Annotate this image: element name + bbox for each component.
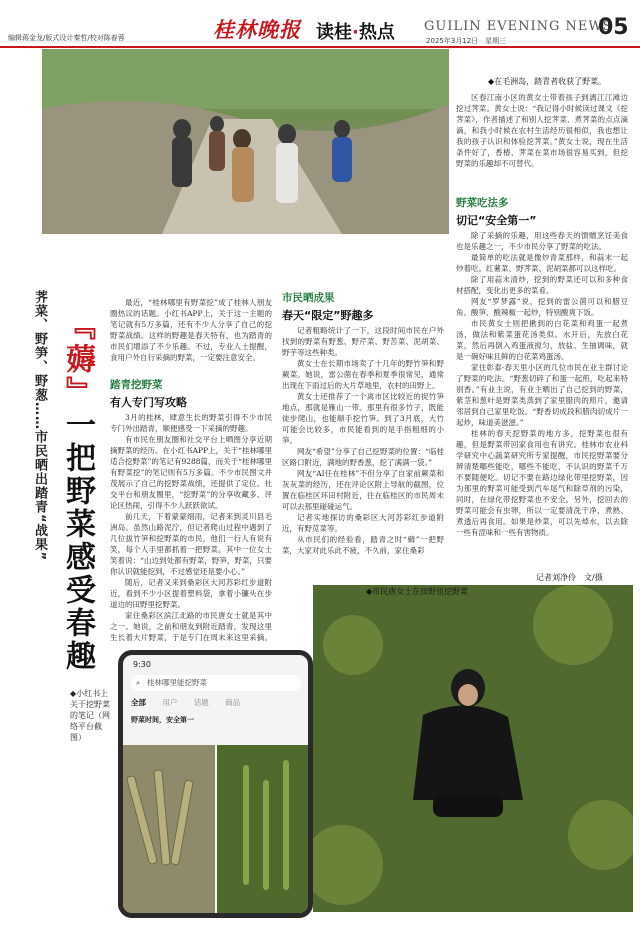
article-col-2 [110, 412, 272, 644]
paragraph: 桂林的春天挖野菜的地方多，挖野菜也很有趣，但是野菜带回家食用也有讲究。桂林市农业科学研究中心蔬菜研究所专家提醒，市民挖野菜要分辨清楚哪些能吃，哪些不能吃，不认识的野菜千万不要随便吃。切记不要在路边绿化带里挖野菜，因为那里的野菜可能受到汽车尾气和除草剂的污染，同时，在绿化带挖野菜也不安全。另外，挖回去的野菜可能会有虫卵，所以一定要清洗干净，煮熟、煮透后再食用。如果是炒菜，可以先焯水，以去除一些有涩味和一些有害物质。 [456, 429, 628, 537]
phone-tab: 全部 [131, 698, 146, 707]
article-col-4 [456, 92, 628, 190]
issue-date: 2025年3月12日 星期三 [426, 37, 507, 45]
paragraph: 从市民们的经验看，踏青之时“薅”一把野菜，大家对此乐此不疲，不久前，家住桑彩 [282, 535, 444, 555]
photo-hikers-with-wild-vegetables [42, 49, 449, 234]
phone-search-text: 桂林哪里能挖野菜 [147, 678, 207, 687]
phone-tabs [131, 697, 240, 708]
newspaper-english-name: GUILIN EVENING NEWS [424, 19, 613, 34]
phone-screenshot [118, 650, 313, 918]
subtitle-1: 有人专门写攻略 [110, 396, 187, 409]
paragraph: 网友“AI任在桂林”不但分享了自家前蕨菜和灰灰菜的经历，还在评论区附上导航的截图，位置在临桂区环田村附近，往在临桂区的市民周末可以去那里碰碰运气。 [282, 469, 444, 511]
phone-bamboo-shoots-photo [123, 745, 308, 915]
article-intro [110, 297, 272, 367]
section-separator: · [352, 22, 359, 43]
newspaper-logo: 桂林晚报 [213, 17, 301, 42]
photo-woman-digging-vegetables [313, 585, 633, 912]
editor-credits: 编辑蒋金龙/版式设计秦哲/校对陈春蓉 [8, 34, 125, 42]
phone-tab: 商品 [225, 698, 241, 707]
subheading-3: 野菜吃法多 [456, 197, 509, 209]
article-col-3 [282, 325, 444, 580]
header-rule [0, 46, 640, 48]
hikers-illustration [42, 49, 449, 234]
woman-digging-illustration [313, 585, 633, 912]
paragraph: 记者粗略统计了一下，这段时间市民在户外找到的野菜有野葱、野芹菜、野苦菜、泥胡菜、野芋等这些种类。 [282, 326, 444, 357]
section-name-a: 读桂 [316, 22, 352, 43]
subtitle-2: 春天“限定”野趣多 [282, 309, 374, 322]
page-number: 05 [598, 15, 629, 40]
search-icon: ⌕ [136, 678, 141, 687]
subheading-2: 市民晒成果 [282, 292, 335, 304]
phone-tab: 话题 [193, 698, 209, 707]
paragraph: 除了采摘的乐趣，用这些春天的馈赠烹饪美食也是乐趣之一，不少市民分享了野菜的吃法。 [456, 231, 628, 251]
headline-subtitle: 荠菜、野笋、野葱……市民晒出踏青“战果” [32, 290, 47, 562]
phone-note-title: 野菜时间，安全第一 [131, 716, 194, 724]
subtitle-3: 切记“安全第一” [456, 214, 537, 227]
paragraph: 随后，记者又来到桑彩区大河苏彩红步道附近，看到不少小区提着塑料袋，拿着小镰头在步道边的田野里挖野菜。 [110, 578, 272, 609]
headline-main [55, 310, 99, 673]
photo-bottom-caption: ◆市民唐女士在田野里挖野菜 [366, 587, 469, 596]
paragraph: 市民黄女士则把揪到的白花菜和鸡蛋一起煮汤，做法和紫菜蛋花汤类似。水开后，先放白花菜，然后再倒入鸡蛋液搅匀，放盐、生抽调味，就是一碗好味且鲜的白花菜鸡蛋汤。 [456, 319, 628, 361]
phone-caption: ◆小红书上关于挖野菜的笔记（网络平台截图） [70, 689, 110, 742]
phone-tab: 用户 [162, 698, 178, 707]
byline: 记者刘净伶 文/摄 [536, 573, 603, 582]
headline-bracket-open: 『 [60, 310, 95, 343]
paragraph: 家住桑彩区滨江北路的市民唐女士就是其中之一。她说，之前和朋友到附近踏青，发现这里生长着大片野菜，于是专门在周末来这里采摘。 [110, 611, 272, 642]
phone-clock: 9:30 [133, 660, 151, 669]
headline-bracket-close: 』 [60, 376, 95, 409]
paragraph: 黄女士还推荐了一个离市区比较近的捉竹笋地点，那就是雁山一带。那里有很多竹子，既能徒步爬山，也能顺手挖竹笋。到了3月底，大竹可能会比较多，市民能看到的是手指粗细的小笋。 [282, 392, 444, 445]
article-col-5 [456, 230, 628, 538]
photo-top-caption: ◆在毛洲岛，踏青者收获了野菜。 [488, 77, 607, 86]
phone-search-field [131, 675, 301, 691]
paragraph: 除了用蒜末清炒，挖到的野菜还可以和多种食材搭配，变化出更多的菜肴。 [456, 275, 628, 295]
section-name-b: 热点 [358, 22, 395, 43]
paragraph: 前几天，下着蒙蒙细雨，记者来到灵川县毛洲岛。虽然山路泥泞，但记者爬山过程中遇到了几位拔竹笋和挖野菜的市民，他们一行人有说有笑，每个人手里都抓着一把野菜。其中一位女士笑着说：“山边到处都有野菜，野笋，野菜，只要你认识就能挖到，不过感觉还是要小心。” [110, 512, 272, 576]
paragraph: 最近，“桂林哪里有野菜挖”成了桂林人朋友圈热议的话题。小红书APP上，关于这一主题的笔记就有5万多篇，还有不少人分享了自己的挖野菜战绩。这样的野趣是春天特有，也为踏青的市民们增添了不少乐趣。不过，专业人士提醒，食用户外自行采摘的野菜，一定要注意安全。 [110, 298, 272, 362]
paragraph: 网友“罗梦露”说，挖到的雷公菌可以和腊豆角、酸笋、酸辣椒一起炒，特别酸爽下饭。 [456, 297, 628, 317]
headline-rest: 一把野菜感受春趣 [60, 409, 95, 673]
paragraph: 区春江南小区的黄女士带着孩子到漓江江滩边挖过荠菜。黄女士说：“我记得小时候读过课文《挖荠菜》，作者描述了和别人挖荠菜、煮荠菜的点点滴滴，和我小时候在农村生活经历很相似，我也想让我的孩子认识和体验挖荠菜。”黄女士说，现在生活条件好了，香椿、荠菜在菜市场很容易买到，但挖野菜的乐趣却不可替代。 [456, 93, 628, 168]
paragraph: 家住彰泰·春天里小区的几位市民在业主群讨论了野菜的吃法。“野葱切碎了和蛋一起煎，吃起来特别香。”有业主说，有业主晒出了自己挖到的野菜，紫茎和葱叶是野菜类蒸到了家里腊肉的照片，邀请邻居到自己家里吃饭。“野香切成段和腊肉切成片一起炒，味道美滋滋。” [456, 363, 628, 427]
paragraph: 3月的桂林，肆意生长的野菜引得不少市民专门外出踏青，顺便感受一下采摘的野趣。 [110, 413, 272, 433]
headline-keyword: 薅 [60, 343, 95, 376]
paragraph: 网友“希望”分享了自己挖野菜的位置：“临桂区路口附近，满地的野香葱，挖了满满一袋。” [282, 447, 444, 467]
paragraph: 黄女士在长期市场卖了十几年的野竹笋和野蕨菜。她说，雷公菌在春季和夏季很常见，通常出现在下雨过后的大片草地里，农村的田野上。 [282, 359, 444, 390]
subheading-1: 踏青挖野菜 [110, 379, 163, 391]
paragraph: 记者实地探访的桑彩区大河苏彩红步道附近，有野苋菜等。 [282, 513, 444, 533]
paragraph: 最简单的吃法就是像炒青菜那样，和蒜末一起炒着吃。红薯菜、野荠菜、泥胡菜都可以这样吃。 [456, 253, 628, 273]
section-title [316, 18, 395, 44]
paragraph: 有市民在朋友圈和社交平台上晒图分享近期摘野菜的经历。在小红书APP上，关于“桂林哪里适合挖野菜”的笔记有9288篇，而关于“桂林哪里有野菜挖”的笔记则有5万多篇。不少市民图文并茂展示了自己的挖野菜战绩，还提供了定位。社交平台和朋友圈里，“挖野菜”的分享收藏多、评论区热闹，引得不少人跃跃欲试。 [110, 435, 272, 510]
